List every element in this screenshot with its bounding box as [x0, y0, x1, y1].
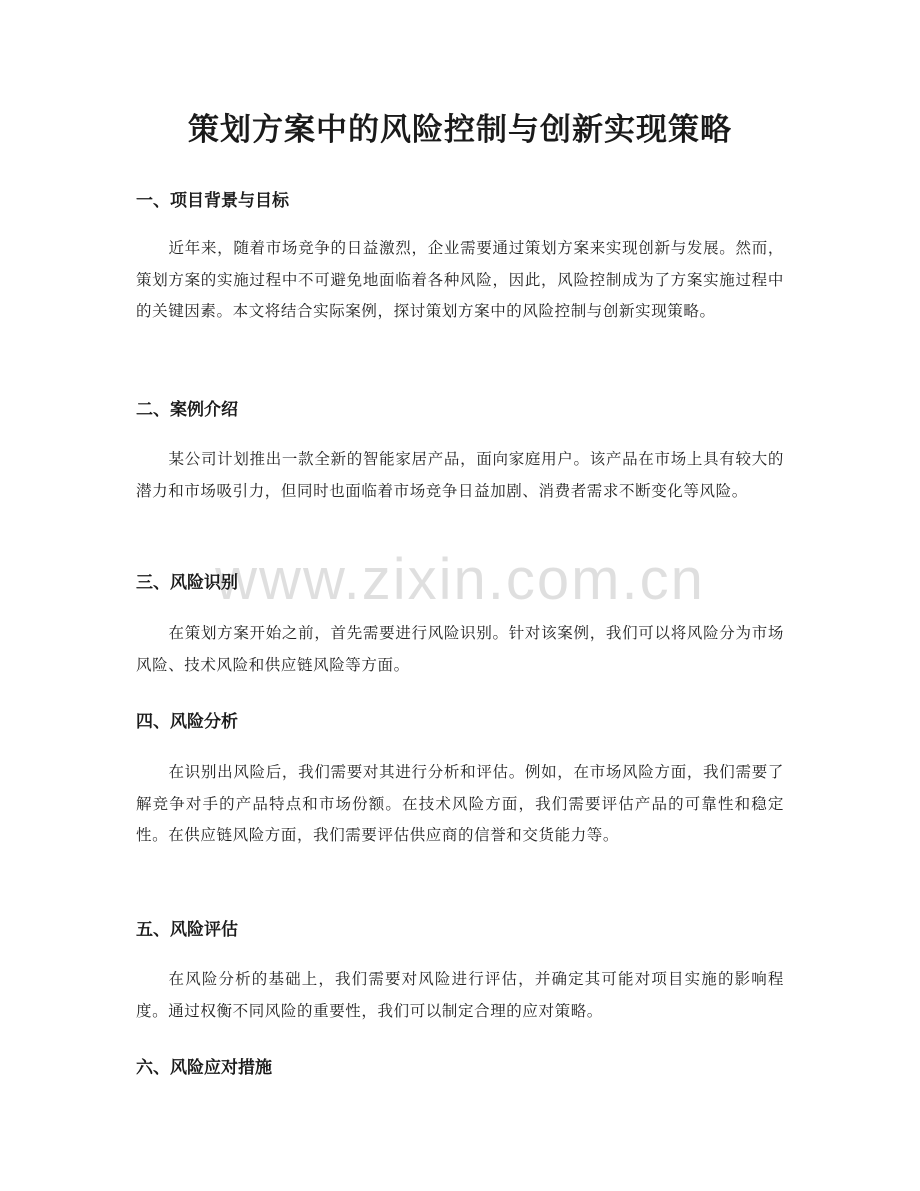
section-heading-risk-response: 六、风险应对措施 [136, 1058, 272, 1078]
section-heading-background: 一、项目背景与目标 [136, 191, 289, 211]
section-heading-risk-identification: 三、风险识别 [136, 573, 238, 593]
section-heading-risk-analysis: 四、风险分析 [136, 712, 238, 732]
section-heading-risk-assessment: 五、风险评估 [136, 920, 238, 940]
section-paragraph-risk-analysis: 在识别出风险后，我们需要对其进行分析和评估。例如，在市场风险方面，我们需要了解竞争对手的产品特点和市场份额。在技术风险方面，我们需要评估产品的可靠性和稳定性。在供应链风险方面，我们需要评估供应商的信誉和交货能力等。 [136, 763, 784, 844]
section-paragraph-case: 某公司计划推出一款全新的智能家居产品，面向家庭用户。该产品在市场上具有较大的潜力和市场吸引力，但同时也面临着市场竞争日益加剧、消费者需求不断变化等风险。 [136, 450, 784, 500]
section-heading-case: 二、案例介绍 [136, 400, 238, 420]
section-paragraph-background: 近年来，随着市场竞争的日益激烈，企业需要通过策划方案来实现创新与发展。然而，策划方案的实施过程中不可避免地面临着各种风险，因此，风险控制成为了方案实施过程中的关键因素。本文将结合实际案例，探讨策划方案中的风险控制与创新实现策略。 [136, 239, 784, 320]
watermark: www.zixin.com.cn [215, 547, 705, 612]
section-paragraph-risk-identification: 在策划方案开始之前，首先需要进行风险识别。针对该案例，我们可以将风险分为市场风险、技术风险和供应链风险等方面。 [136, 624, 784, 674]
document-title: 策划方案中的风险控制与创新实现策略 [188, 112, 732, 148]
section-paragraph-risk-assessment: 在风险分析的基础上，我们需要对风险进行评估，并确定其可能对项目实施的影响程度。通过权衡不同风险的重要性，我们可以制定合理的应对策略。 [136, 970, 784, 1020]
